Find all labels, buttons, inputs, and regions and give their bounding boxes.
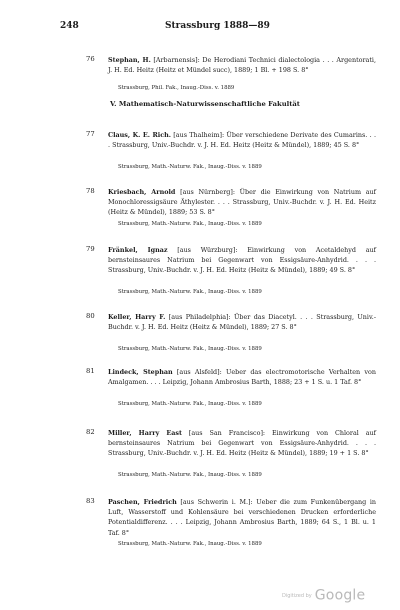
section-title: V. Mathematisch-Naturwissenschaftliche Fakultät [110,100,300,108]
entry-body [108,497,376,538]
entry-meta: Strassburg, Math.-Naturw. Fak., Inaug.-Diss. v. 1889 [118,541,262,547]
entry-number: 82 [86,428,95,436]
entry-meta: Strassburg, Math.-Naturw. Fak., Inaug.-Diss. v. 1889 [118,221,262,227]
entry-text: [aus San Francisco]: Einwirkung von Chloral auf bernsteinsaures Natrium bei Gegenwart von Essigsäure-Anhydrid. . . . Strassburg, Univ.-Buchdr. v. J. H. Ed. Heitz (Heitz & Mündel), 1889; 19 + 1 S. 8° [108,429,376,458]
entry-body [108,428,376,459]
entry-text: [aus Philadelphia]: Über das Diacetyl. . . . Strassburg, Univ.-Buchdr. v. J. H. Ed. Heitz (Heitz & Mündel), 1889; 27 S. 8° [108,313,376,332]
author-name: Fränkel, Ignaz [108,246,168,254]
entry-text: [aus Thalheim]: Über verschiedene Derivate des Cumarins. . . . Strassburg, Univ.-Buchdr. v. J. H. Ed. Heitz (Heitz & Mündel), 1889; 45 S. 8° [108,131,376,150]
entry-text: [aus Schwerin i. M.]: Ueber die zum Funkenübergang in Luft, Wasserstoff und Kohlensäure bei verschiedenen Drucken erforderliche Potentialdifferenz. . . . Leipzig, Johann Ambrosius Barth, 1889; 64 S., 1 Bl. u. 1 Taf. 8° [108,498,376,537]
entry-meta: Strassburg, Math.-Naturw. Fak., Inaug.-Diss. v. 1889 [118,164,262,170]
entry-text: [aus Alsfeld]: Ueber das electromotorische Verhalten von Amalgamen. . . . Leipzig, Johann Ambrosius Barth, 1888; 23 + 1 S. u. 1 Taf. 8° [108,368,376,387]
entry-body [108,130,376,150]
entry-text: [aus Würzburg]: Einwirkung von Acetaldehyd auf bernsteinsaures Natrium bei Gegenwart von Essigsäure-Anhydrid. . . . Strassburg, Univ.-Buchdr. v. J. H. Ed. Heitz (Heitz & Mündel), 1889; 49 S. 8° [108,246,376,275]
entry-number: 80 [86,312,95,320]
entry-body [108,312,376,332]
entry-text: [Arbarnensis]: De Herodiani Technici dialectologia . . . Argentorati, J. H. Ed. Heitz (Heitz et Mündel succ), 1889; 1 Bl. + 198 S. 8° [108,56,376,75]
author-name: Kriesbach, Arnold [108,188,176,196]
google-logo: Google [314,587,366,604]
entry-number: 83 [86,497,95,505]
page-header [0,21,400,35]
author-name: Paschen, Friedrich [108,498,177,506]
entry-body [108,367,376,387]
entry-meta: Strassburg, Math.-Naturw. Fak., Inaug.-Diss. v. 1889 [118,401,262,407]
entry-number: 76 [86,55,95,63]
author-name: Miller, Harry East [108,429,182,437]
watermark-caption: Digitized by [282,592,312,599]
entry-meta: Strassburg, Phil. Fak., Inaug.-Diss. v. 1889 [118,85,235,91]
entry-meta: Strassburg, Math.-Naturw. Fak., Inaug.-Diss. v. 1889 [118,289,262,295]
author-name: Stephan, H. [108,56,151,64]
entry-meta: Strassburg, Math.-Naturw. Fak., Inaug.-Diss. v. 1889 [118,346,262,352]
entry-meta: Strassburg, Math.-Naturw. Fak., Inaug.-Diss. v. 1889 [118,472,262,478]
entry-body [108,55,376,75]
page-number: 248 [60,21,79,31]
author-name: Keller, Harry F. [108,313,166,321]
author-name: Claus, K. E. Rich. [108,131,171,139]
entry-number: 77 [86,130,95,138]
entry-body [108,245,376,276]
entry-text: [aus Nürnberg]: Über die Einwirkung von Natrium auf Monochloressigsäure Äthylester. . . . Strassburg, Univ.-Buchdr. v. J. H. Ed. Heitz (Heitz & Mündel), 1889; 53 S. 8° [108,188,376,217]
entry-number: 79 [86,245,95,253]
entry-number: 81 [86,367,95,375]
entry-number: 78 [86,187,95,195]
author-name: Lindeck, Stephan [108,368,173,376]
entry-body [108,187,376,218]
google-watermark [282,585,365,604]
running-title: Strassburg 1888—89 [165,21,270,31]
